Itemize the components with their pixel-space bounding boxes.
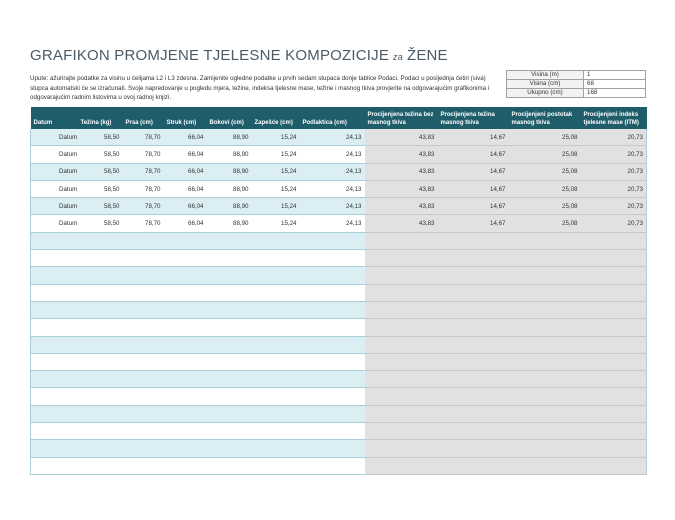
column-header: Procijenjena težina bez masnog tkiva bbox=[365, 107, 438, 129]
input-cell[interactable] bbox=[78, 250, 123, 267]
input-cell[interactable] bbox=[300, 301, 365, 318]
table-row bbox=[31, 146, 647, 163]
input-cell[interactable]: 15,24 bbox=[252, 129, 300, 146]
input-cell[interactable] bbox=[123, 371, 164, 388]
input-cell[interactable] bbox=[123, 457, 164, 474]
computed-cell bbox=[581, 319, 647, 336]
input-cell[interactable] bbox=[252, 284, 300, 301]
height-label: Ukupno (cm) bbox=[507, 89, 584, 98]
input-cell[interactable] bbox=[78, 388, 123, 405]
column-header: Struk (cm) bbox=[164, 107, 207, 129]
input-cell[interactable] bbox=[164, 250, 207, 267]
input-cell[interactable] bbox=[300, 457, 365, 474]
computed-cell bbox=[438, 319, 509, 336]
input-cell[interactable] bbox=[123, 284, 164, 301]
table-row bbox=[31, 319, 647, 336]
computed-cell: 14,67 bbox=[438, 215, 509, 232]
computed-cell: 14,67 bbox=[438, 198, 509, 215]
input-cell[interactable]: 58,50 bbox=[78, 129, 123, 146]
table-row bbox=[31, 301, 647, 318]
input-cell[interactable] bbox=[300, 336, 365, 353]
input-cell[interactable]: 78,70 bbox=[123, 215, 164, 232]
title-main: GRAFIKON PROMJENE TJELESNE KOMPOZICIJE bbox=[30, 47, 390, 64]
table-header-row bbox=[31, 107, 647, 129]
input-cell[interactable] bbox=[164, 405, 207, 422]
computed-cell: 43,83 bbox=[365, 215, 438, 232]
computed-cell bbox=[365, 353, 438, 370]
input-cell[interactable] bbox=[123, 440, 164, 457]
input-cell[interactable]: 15,24 bbox=[252, 215, 300, 232]
computed-cell bbox=[581, 301, 647, 318]
input-cell[interactable] bbox=[31, 284, 78, 301]
input-cell[interactable] bbox=[207, 388, 252, 405]
computed-cell: 20,73 bbox=[581, 180, 647, 197]
computed-cell bbox=[365, 267, 438, 284]
input-cell[interactable] bbox=[123, 353, 164, 370]
input-cell[interactable] bbox=[207, 284, 252, 301]
input-cell[interactable] bbox=[78, 301, 123, 318]
input-cell[interactable] bbox=[252, 250, 300, 267]
table-row bbox=[31, 163, 647, 180]
computed-cell: 25,08 bbox=[509, 198, 581, 215]
input-cell[interactable]: 15,24 bbox=[252, 180, 300, 197]
computed-cell bbox=[509, 232, 581, 249]
table-row bbox=[31, 180, 647, 197]
computed-cell bbox=[438, 336, 509, 353]
input-cell[interactable] bbox=[300, 353, 365, 370]
height-table-row bbox=[507, 71, 646, 80]
height-table-row bbox=[507, 89, 646, 98]
computed-cell: 20,73 bbox=[581, 146, 647, 163]
input-cell[interactable] bbox=[252, 423, 300, 440]
computed-cell bbox=[581, 371, 647, 388]
input-cell[interactable] bbox=[31, 301, 78, 318]
computed-cell: 43,83 bbox=[365, 198, 438, 215]
computed-cell bbox=[438, 232, 509, 249]
computed-cell bbox=[438, 440, 509, 457]
height-label: Visina (m) bbox=[507, 71, 584, 80]
table-row bbox=[31, 284, 647, 301]
column-header: Procijenjeni indeks tjelesne mase (ITM) bbox=[581, 107, 647, 129]
input-cell[interactable]: 24,13 bbox=[300, 129, 365, 146]
input-cell[interactable] bbox=[300, 319, 365, 336]
computed-cell: 14,67 bbox=[438, 180, 509, 197]
computed-cell bbox=[509, 353, 581, 370]
computed-cell bbox=[581, 440, 647, 457]
input-cell[interactable]: 24,13 bbox=[300, 180, 365, 197]
input-cell[interactable] bbox=[78, 371, 123, 388]
computed-cell bbox=[509, 423, 581, 440]
height-value-cell[interactable]: 168 bbox=[584, 89, 646, 98]
computed-cell: 25,08 bbox=[509, 129, 581, 146]
input-cell[interactable] bbox=[31, 353, 78, 370]
input-cell[interactable] bbox=[31, 232, 78, 249]
instructions-text: Upute: ažurirajte podatke za visinu u ćelijama L2 i L3 zdesna. Zamijenite ogledne podatke u prvih sedam stupaca donje tablice Podaci. Podaci u posljednja četiri (siva) stupca automatski će se izračunati. Svoje napredovanje u pogledu mjera, težine, indeksa tjelesne mase, težine i masnog tkiva provjerite na odgovarajućim grafikonima i odgovarajućim radnim listovima u ovoj radnoj knjizi. bbox=[30, 75, 490, 101]
input-cell[interactable] bbox=[78, 319, 123, 336]
input-cell[interactable] bbox=[123, 405, 164, 422]
computed-cell bbox=[365, 423, 438, 440]
input-cell[interactable]: 66,04 bbox=[164, 198, 207, 215]
input-cell[interactable]: 66,04 bbox=[164, 215, 207, 232]
input-cell[interactable] bbox=[252, 267, 300, 284]
input-cell[interactable]: Datum bbox=[31, 129, 78, 146]
input-cell[interactable] bbox=[300, 388, 365, 405]
input-cell[interactable] bbox=[31, 336, 78, 353]
input-cell[interactable]: 88,90 bbox=[207, 163, 252, 180]
column-header: Zapešće (cm) bbox=[252, 107, 300, 129]
input-cell[interactable] bbox=[207, 457, 252, 474]
input-cell[interactable] bbox=[164, 353, 207, 370]
computed-cell bbox=[438, 301, 509, 318]
computed-cell bbox=[365, 284, 438, 301]
table-row bbox=[31, 423, 647, 440]
computed-cell bbox=[438, 371, 509, 388]
input-cell[interactable] bbox=[252, 232, 300, 249]
input-cell[interactable]: 58,50 bbox=[78, 163, 123, 180]
computed-cell: 20,73 bbox=[581, 129, 647, 146]
input-cell[interactable]: Datum bbox=[31, 163, 78, 180]
input-cell[interactable] bbox=[123, 232, 164, 249]
input-cell[interactable] bbox=[207, 405, 252, 422]
input-cell[interactable] bbox=[164, 388, 207, 405]
input-cell[interactable] bbox=[78, 405, 123, 422]
table-row bbox=[31, 353, 647, 370]
computed-cell bbox=[365, 457, 438, 474]
input-cell[interactable] bbox=[31, 423, 78, 440]
input-cell[interactable]: 78,70 bbox=[123, 146, 164, 163]
input-cell[interactable] bbox=[78, 423, 123, 440]
computed-cell: 14,67 bbox=[438, 146, 509, 163]
input-cell[interactable]: Datum bbox=[31, 146, 78, 163]
computed-cell bbox=[581, 353, 647, 370]
computed-cell bbox=[365, 301, 438, 318]
input-cell[interactable] bbox=[31, 457, 78, 474]
computed-cell bbox=[581, 232, 647, 249]
input-cell[interactable] bbox=[31, 267, 78, 284]
computed-cell bbox=[581, 336, 647, 353]
computed-cell bbox=[509, 440, 581, 457]
input-cell[interactable] bbox=[123, 388, 164, 405]
input-cell[interactable] bbox=[31, 250, 78, 267]
computed-cell bbox=[581, 388, 647, 405]
input-cell[interactable]: 24,13 bbox=[300, 198, 365, 215]
height-value-cell[interactable]: 1 bbox=[584, 71, 646, 80]
input-cell[interactable]: Datum bbox=[31, 180, 78, 197]
computed-cell bbox=[581, 423, 647, 440]
table-row bbox=[31, 440, 647, 457]
input-cell[interactable]: 15,24 bbox=[252, 163, 300, 180]
page-title bbox=[30, 47, 448, 66]
input-cell[interactable]: 24,13 bbox=[300, 146, 365, 163]
input-cell[interactable] bbox=[123, 267, 164, 284]
input-cell[interactable]: 15,24 bbox=[252, 146, 300, 163]
computed-cell bbox=[509, 405, 581, 422]
computed-cell bbox=[509, 371, 581, 388]
input-cell[interactable] bbox=[78, 440, 123, 457]
column-header: Prsa (cm) bbox=[123, 107, 164, 129]
table-row bbox=[31, 457, 647, 474]
input-cell[interactable]: 66,04 bbox=[164, 129, 207, 146]
input-cell[interactable] bbox=[207, 319, 252, 336]
input-cell[interactable] bbox=[164, 423, 207, 440]
input-cell[interactable] bbox=[252, 405, 300, 422]
input-cell[interactable] bbox=[252, 319, 300, 336]
input-cell[interactable]: 78,70 bbox=[123, 163, 164, 180]
input-cell[interactable] bbox=[300, 423, 365, 440]
computed-cell: 43,83 bbox=[365, 180, 438, 197]
computed-cell bbox=[509, 388, 581, 405]
height-table-row bbox=[507, 80, 646, 89]
column-header: Procijenjena težina masnog tkiva bbox=[438, 107, 509, 129]
computed-cell: 43,83 bbox=[365, 163, 438, 180]
input-cell[interactable] bbox=[252, 301, 300, 318]
input-cell[interactable] bbox=[252, 336, 300, 353]
input-cell[interactable] bbox=[164, 284, 207, 301]
input-cell[interactable]: 15,24 bbox=[252, 198, 300, 215]
input-cell[interactable] bbox=[164, 336, 207, 353]
input-cell[interactable] bbox=[300, 232, 365, 249]
input-cell[interactable]: 78,70 bbox=[123, 198, 164, 215]
input-cell[interactable] bbox=[78, 457, 123, 474]
table-row bbox=[31, 215, 647, 232]
computed-cell bbox=[438, 457, 509, 474]
input-cell[interactable] bbox=[252, 371, 300, 388]
input-cell[interactable]: 66,04 bbox=[164, 180, 207, 197]
input-cell[interactable] bbox=[252, 353, 300, 370]
computed-cell bbox=[365, 388, 438, 405]
table-row bbox=[31, 129, 647, 146]
input-cell[interactable] bbox=[123, 336, 164, 353]
input-cell[interactable] bbox=[31, 405, 78, 422]
computed-cell: 14,67 bbox=[438, 129, 509, 146]
computed-cell bbox=[509, 267, 581, 284]
computed-cell: 43,83 bbox=[365, 146, 438, 163]
input-cell[interactable] bbox=[31, 371, 78, 388]
computed-cell bbox=[365, 336, 438, 353]
input-cell[interactable] bbox=[300, 440, 365, 457]
computed-cell bbox=[509, 301, 581, 318]
computed-cell bbox=[365, 232, 438, 249]
column-header: Datum bbox=[31, 107, 78, 129]
computed-cell: 25,08 bbox=[509, 146, 581, 163]
input-cell[interactable] bbox=[78, 232, 123, 249]
input-cell[interactable] bbox=[300, 267, 365, 284]
height-label: Visina (cm) bbox=[507, 80, 584, 89]
input-cell[interactable] bbox=[207, 353, 252, 370]
input-cell[interactable]: 66,04 bbox=[164, 146, 207, 163]
computed-cell: 25,08 bbox=[509, 163, 581, 180]
input-cell[interactable] bbox=[252, 440, 300, 457]
input-cell[interactable] bbox=[164, 232, 207, 249]
computed-cell bbox=[365, 440, 438, 457]
input-cell[interactable] bbox=[300, 250, 365, 267]
input-cell[interactable] bbox=[123, 301, 164, 318]
computed-cell: 20,73 bbox=[581, 163, 647, 180]
input-cell[interactable] bbox=[123, 423, 164, 440]
input-cell[interactable]: 78,70 bbox=[123, 129, 164, 146]
input-cell[interactable]: Datum bbox=[31, 215, 78, 232]
input-cell[interactable]: 24,13 bbox=[300, 163, 365, 180]
input-cell[interactable] bbox=[78, 353, 123, 370]
computed-cell bbox=[438, 405, 509, 422]
computed-cell: 14,67 bbox=[438, 163, 509, 180]
column-header: Težina (kg) bbox=[78, 107, 123, 129]
computed-cell bbox=[365, 405, 438, 422]
input-cell[interactable] bbox=[31, 319, 78, 336]
computed-cell bbox=[581, 250, 647, 267]
table-row bbox=[31, 371, 647, 388]
computed-cell: 25,08 bbox=[509, 215, 581, 232]
input-cell[interactable]: 88,90 bbox=[207, 215, 252, 232]
table-row bbox=[31, 198, 647, 215]
table-row bbox=[31, 250, 647, 267]
height-value-cell[interactable]: 68 bbox=[584, 80, 646, 89]
table-row bbox=[31, 405, 647, 422]
computed-cell bbox=[509, 457, 581, 474]
computed-cell: 25,08 bbox=[509, 180, 581, 197]
input-cell[interactable] bbox=[164, 301, 207, 318]
column-header: Podlaktica (cm) bbox=[300, 107, 365, 129]
input-cell[interactable] bbox=[252, 388, 300, 405]
input-cell[interactable] bbox=[300, 284, 365, 301]
input-cell[interactable] bbox=[31, 388, 78, 405]
input-cell[interactable] bbox=[164, 319, 207, 336]
input-cell[interactable] bbox=[300, 405, 365, 422]
computed-cell bbox=[365, 319, 438, 336]
input-cell[interactable] bbox=[123, 250, 164, 267]
input-cell[interactable] bbox=[164, 371, 207, 388]
computed-cell bbox=[365, 250, 438, 267]
input-cell[interactable] bbox=[252, 457, 300, 474]
input-cell[interactable] bbox=[207, 371, 252, 388]
input-cell[interactable] bbox=[78, 267, 123, 284]
computed-cell bbox=[509, 319, 581, 336]
input-cell[interactable] bbox=[207, 232, 252, 249]
input-cell[interactable]: Datum bbox=[31, 198, 78, 215]
computed-cell bbox=[438, 267, 509, 284]
input-cell[interactable] bbox=[207, 440, 252, 457]
title-za: za bbox=[393, 52, 403, 62]
table-row bbox=[31, 267, 647, 284]
input-cell[interactable]: 58,50 bbox=[78, 146, 123, 163]
computed-cell bbox=[581, 267, 647, 284]
title-end: ŽENE bbox=[406, 47, 448, 64]
input-cell[interactable] bbox=[300, 371, 365, 388]
column-header: Bokovi (cm) bbox=[207, 107, 252, 129]
input-cell[interactable]: 88,90 bbox=[207, 129, 252, 146]
computed-cell bbox=[509, 250, 581, 267]
input-cell[interactable] bbox=[207, 301, 252, 318]
computed-cell bbox=[438, 388, 509, 405]
table-row bbox=[31, 336, 647, 353]
input-cell[interactable]: 88,90 bbox=[207, 146, 252, 163]
computed-cell bbox=[509, 284, 581, 301]
input-cell[interactable]: 24,13 bbox=[300, 215, 365, 232]
input-cell[interactable] bbox=[78, 336, 123, 353]
input-cell[interactable]: 88,90 bbox=[207, 198, 252, 215]
input-cell[interactable] bbox=[123, 319, 164, 336]
data-table bbox=[30, 107, 647, 475]
input-cell[interactable] bbox=[31, 440, 78, 457]
computed-cell bbox=[365, 371, 438, 388]
input-cell[interactable] bbox=[207, 250, 252, 267]
table-row bbox=[31, 388, 647, 405]
computed-cell: 43,83 bbox=[365, 129, 438, 146]
computed-cell bbox=[581, 457, 647, 474]
computed-cell bbox=[581, 405, 647, 422]
computed-cell: 20,73 bbox=[581, 198, 647, 215]
input-cell[interactable] bbox=[164, 440, 207, 457]
input-cell[interactable]: 58,50 bbox=[78, 198, 123, 215]
computed-cell bbox=[438, 353, 509, 370]
input-cell[interactable]: 66,04 bbox=[164, 163, 207, 180]
input-cell[interactable] bbox=[207, 423, 252, 440]
input-cell[interactable] bbox=[207, 336, 252, 353]
input-cell[interactable] bbox=[164, 267, 207, 284]
column-header: Procijenjeni postotak masnog tkiva bbox=[509, 107, 581, 129]
computed-cell bbox=[438, 284, 509, 301]
computed-cell bbox=[438, 423, 509, 440]
input-cell[interactable] bbox=[164, 457, 207, 474]
table-row bbox=[31, 232, 647, 249]
computed-cell bbox=[581, 284, 647, 301]
input-cell[interactable] bbox=[207, 267, 252, 284]
computed-cell bbox=[509, 336, 581, 353]
computed-cell bbox=[438, 250, 509, 267]
computed-cell: 20,73 bbox=[581, 215, 647, 232]
input-cell[interactable]: 88,90 bbox=[207, 180, 252, 197]
input-cell[interactable]: 78,70 bbox=[123, 180, 164, 197]
input-cell[interactable]: 58,50 bbox=[78, 215, 123, 232]
input-cell[interactable] bbox=[78, 284, 123, 301]
input-cell[interactable]: 58,50 bbox=[78, 180, 123, 197]
height-table bbox=[506, 70, 646, 98]
